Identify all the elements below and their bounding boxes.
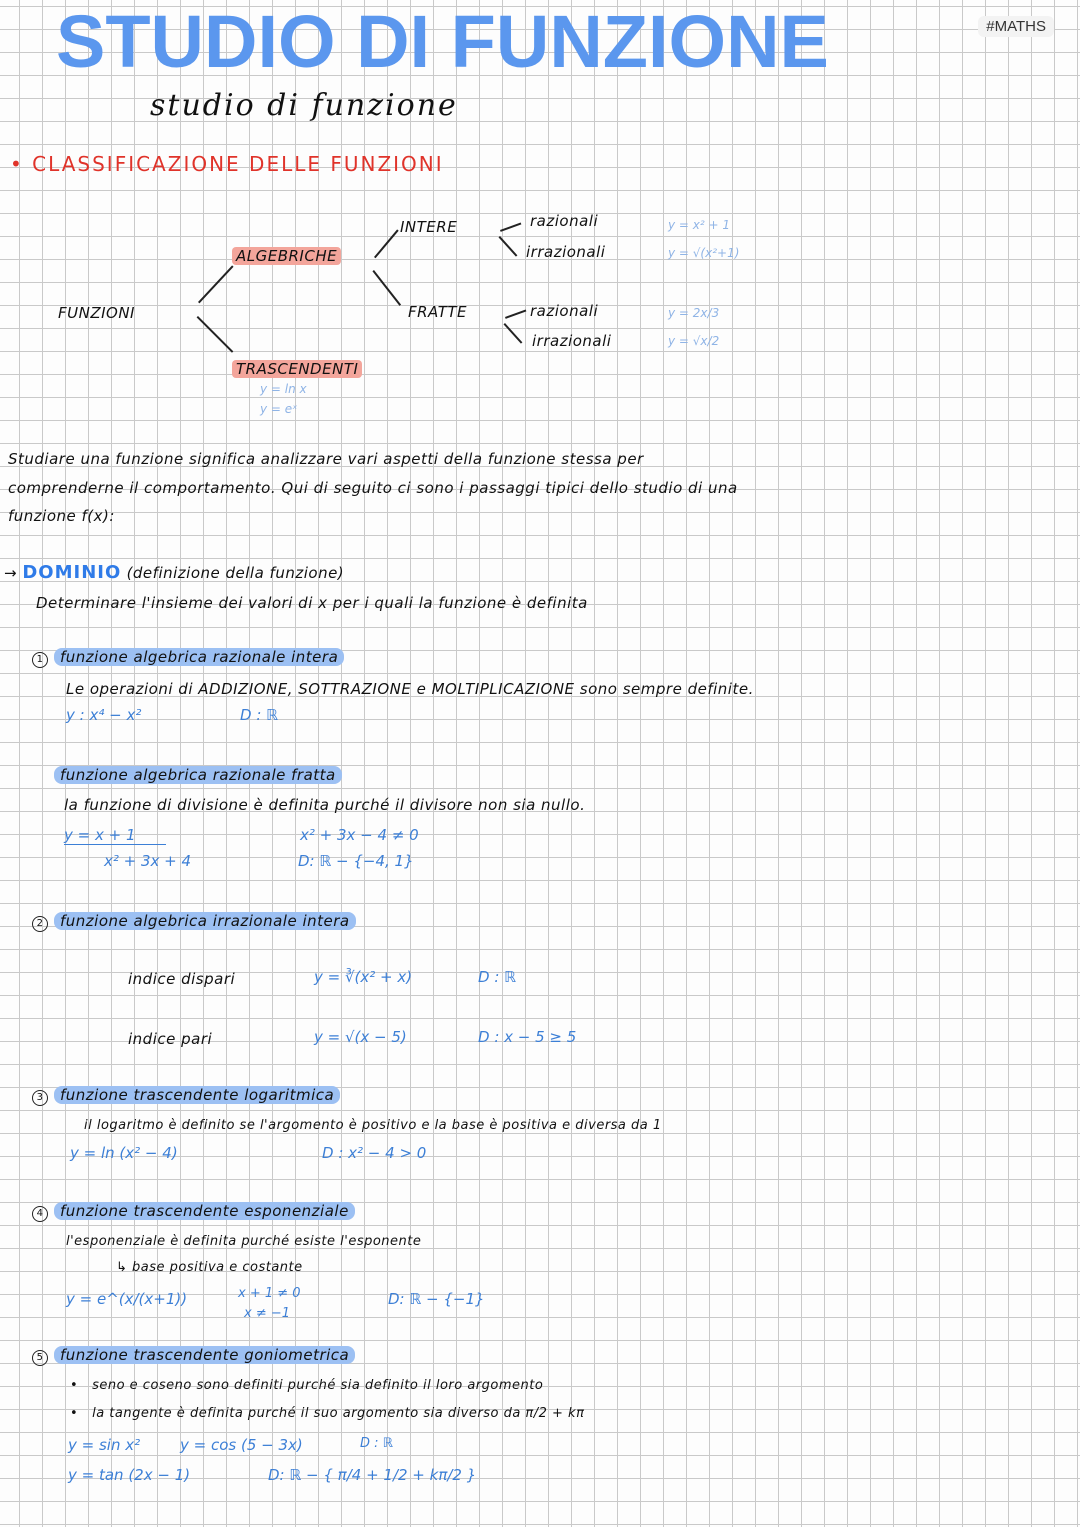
section-1b-denominator: x² + 3x + 4 [104,852,192,870]
section-2-odd-example: y = ∛(x² + x) [314,968,413,986]
section-1b-condition: x² + 3x − 4 ≠ 0 [300,826,419,844]
branch-line [374,229,398,258]
bullet-1-text: seno e coseno sono definiti purché sia definito il loro argomento [92,1378,544,1393]
section-5-domain-1: D : ℝ [360,1436,393,1451]
ex-trasc-2: y = eˣ [260,402,298,416]
tree-intere-irrazionali: irrazionali [526,243,606,261]
number-4-icon: 4 [32,1206,48,1222]
section-1b-title-text: funzione algebrica razionale fratta [54,766,342,784]
section-1-example: y : x⁴ − x² [66,706,142,724]
intro-line-1: Studiare una funzione significa analizzare vari aspetti della funzione stessa per [8,450,644,468]
page-title: STUDIO DI FUNZIONE [56,0,829,83]
branch-line [499,236,518,256]
ex-trasc-1: y = ln x [260,382,307,396]
section-4-cond-2: x ≠ −1 [244,1306,291,1321]
section-3-title: funzione trascendente logaritmica [54,1086,340,1104]
ex-fratte-irrazionali: y = √x/2 [668,334,720,348]
arrow-icon: ↳ [116,1260,133,1275]
dominio-desc: Determinare l'insieme dei valori di x per i quali la funzione è definita [36,594,588,612]
bullet-2-text: la tangente è definita purché il suo argomento sia diverso da π/2 + kπ [92,1406,585,1421]
ex-intere-razionali: y = x² + 1 [668,218,731,232]
ex-intere-irrazionali: y = √(x²+1) [668,246,740,260]
branch-line [373,270,401,306]
section-1b-numerator: y = x + 1 [64,826,166,845]
section-4-domain: D: ℝ − {−1} [388,1290,485,1308]
section-1-heading [32,648,344,668]
branch-line [198,265,233,303]
section-2-odd-domain: D : ℝ [478,968,517,986]
section-5-example-1: y = sin x² [68,1436,141,1454]
branch-line [500,222,521,231]
section-5-title: funzione trascendente goniometrica [54,1346,355,1364]
section-5-bullet-1: • seno e coseno sono definiti purché sia definito il loro argomento [70,1378,544,1393]
section-1-desc: Le operazioni di ADDIZIONE, SOTTRAZIONE e MOLTIPLICAZIONE sono sempre definite. [66,680,754,698]
tree-trascendenti: TRASCENDENTI [232,360,362,378]
section-4-note [116,1260,303,1275]
section-2-odd: indice dispari [128,970,236,988]
branch-line [505,309,526,318]
number-5-icon: 5 [32,1350,48,1366]
dominio-title: DOMINIO [22,562,122,583]
intro-line-2: comprenderne il comportamento. Qui di seguito ci sono i passaggi tipici dello studio di una [8,479,738,497]
heading-text: CLASSIFICAZIONE DELLE FUNZIONI [32,152,444,176]
tree-intere-razionali: razionali [530,212,599,230]
section-5-domain-3: D: ℝ − { π/4 + 1/2 + kπ/2 } [268,1466,477,1484]
dominio-paren: (definizione della funzione) [126,564,345,582]
classification-heading: • CLASSIFICAZIONE DELLE FUNZIONI [10,152,444,176]
section-1-title: funzione algebrica razionale intera [54,648,344,666]
tree-algebriche: ALGEBRICHE [232,247,341,265]
section-3-example: y = ln (x² − 4) [70,1144,178,1162]
section-3-heading [32,1086,340,1106]
number-3-icon: 3 [32,1090,48,1106]
tag-badge: #MATHS [978,16,1054,37]
section-5-bullet-2: • la tangente è definita purché il suo argomento sia diverso da π/2 + kπ [70,1406,585,1421]
branch-line [504,323,523,343]
section-4-note-text: base positiva e costante [132,1260,303,1275]
section-2-even-example: y = √(x − 5) [314,1028,407,1046]
arrow-icon: → [4,564,18,582]
number-2-icon: 2 [32,916,48,932]
section-4-example: y = e^(x/(x+1)) [66,1290,188,1308]
branch-line [197,316,233,352]
tree-intere: INTERE [400,218,458,236]
number-1-icon: 1 [32,652,48,668]
ex-fratte-razionali: y = 2x/3 [668,306,720,320]
dominio-heading [4,562,344,583]
section-2-even-domain: D : x − 5 ≥ 5 [478,1028,577,1046]
tree-fratte-irrazionali: irrazionali [532,332,612,350]
section-4-title: funzione trascendente esponenziale [54,1202,355,1220]
section-1b-title [54,766,342,784]
tree-fratte: FRATTE [408,303,468,321]
section-5-heading [32,1346,355,1366]
section-1b-desc: la funzione di divisione è definita purché il divisore non sia nullo. [64,796,586,814]
tree-fratte-razionali: razionali [530,302,599,320]
page-subtitle: studio di funzione [150,88,458,123]
section-4-heading [32,1202,355,1222]
section-5-example-3: y = tan (2x − 1) [68,1466,191,1484]
section-4-cond-1: x + 1 ≠ 0 [238,1286,301,1301]
section-1-domain: D : ℝ [240,706,279,724]
section-4-desc: l'esponenziale è definita purché esiste l'esponente [66,1234,422,1249]
section-2-heading [32,912,356,932]
section-2-even: indice pari [128,1030,213,1048]
section-5-example-2: y = cos (5 − 3x) [180,1436,303,1454]
section-2-title: funzione algebrica irrazionale intera [54,912,356,930]
section-3-desc: il logaritmo è definito se l'argomento è positivo e la base è positiva e diversa da 1 [84,1118,662,1133]
section-3-domain: D : x² − 4 > 0 [322,1144,427,1162]
intro-line-3: funzione f(x): [8,507,115,525]
section-1b-domain: D: ℝ − {−4, 1} [298,852,414,870]
tree-root: FUNZIONI [58,304,135,322]
